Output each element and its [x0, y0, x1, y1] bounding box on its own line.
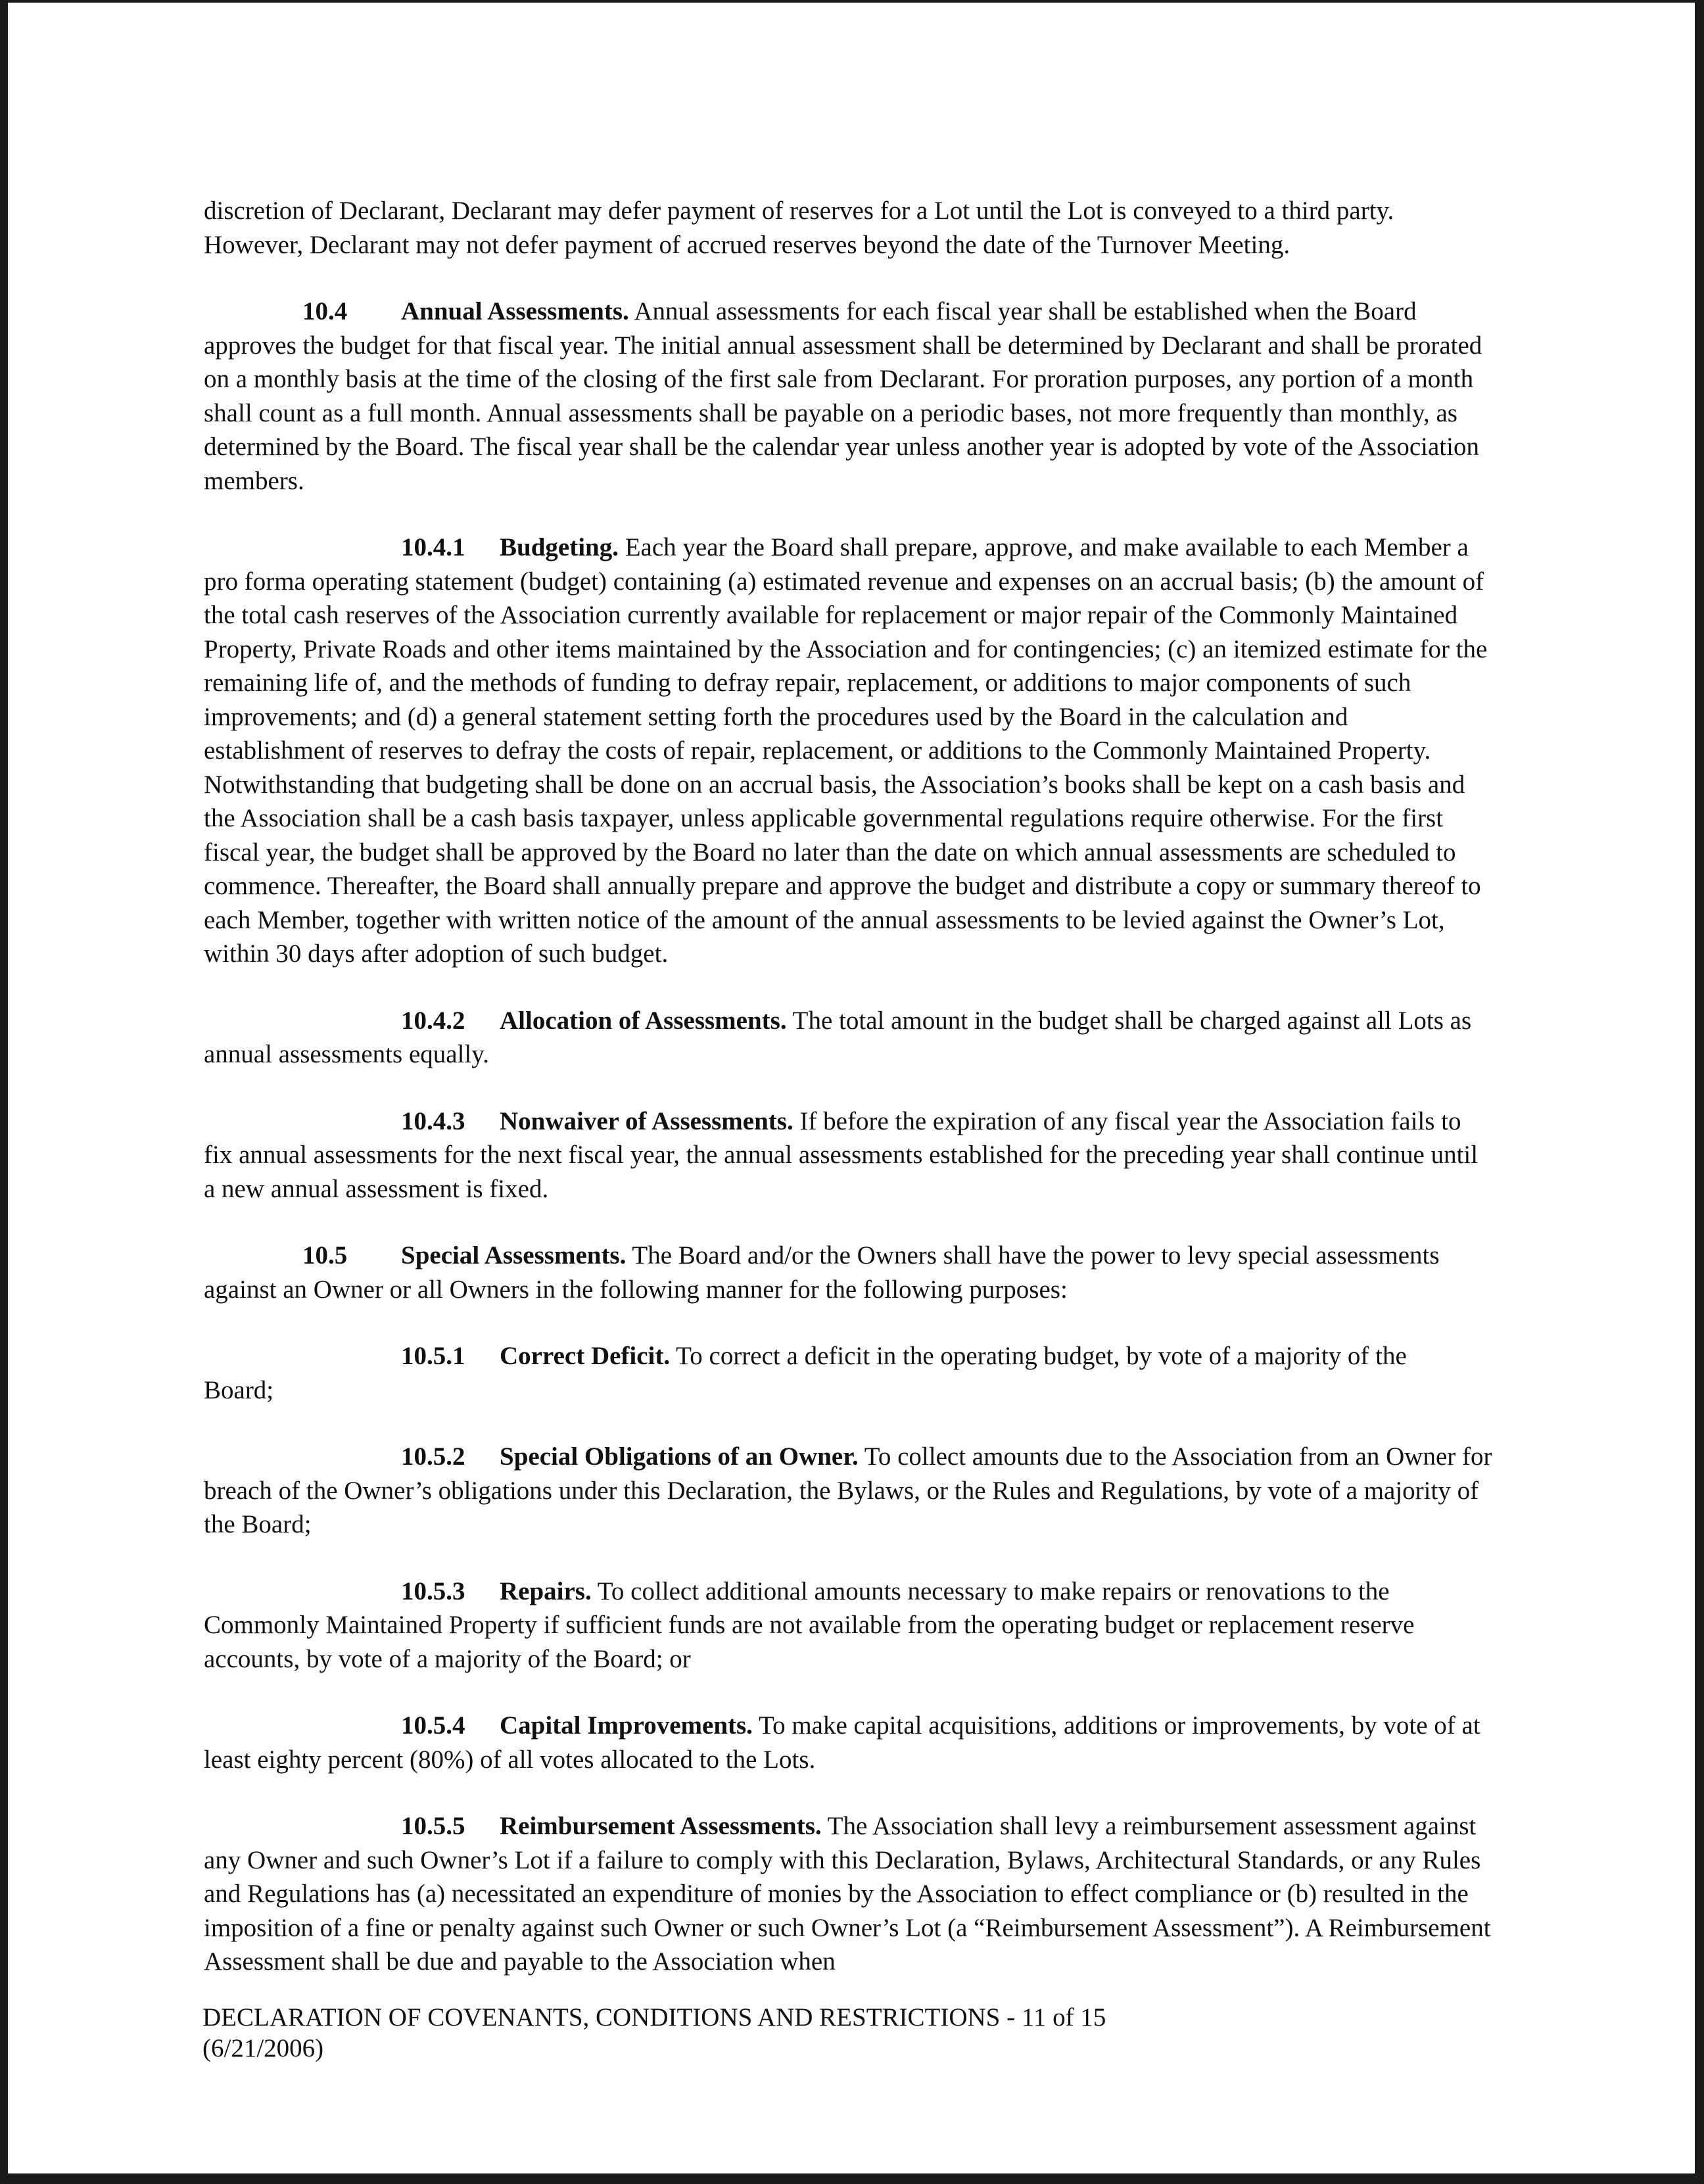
section-text: To make capital acquisitions, additions or improvements, by vote of at least eighty percent (80%) of all votes allocated to the Lots. — [204, 1711, 1480, 1774]
section-number: 10.5.5 — [401, 1812, 465, 1840]
section-text: To collect additional amounts necessary to make repairs or renovations to the Commonly Maintained Property if sufficient funds are not available from the operating budget or replacement reserve accounts, by vote of a majority of the Board; or — [204, 1577, 1415, 1673]
section-10-4-1 — [204, 531, 1492, 971]
section-number: 10.4.3 — [401, 1106, 465, 1135]
section-number: 10.5.2 — [401, 1442, 465, 1471]
section-heading: Budgeting. — [500, 533, 619, 561]
section-10-5-2 — [204, 1440, 1492, 1542]
section-10-5 — [204, 1239, 1492, 1306]
section-number: 10.5.1 — [401, 1342, 465, 1370]
scan-border-bottom — [0, 2173, 1704, 2184]
section-10-4-2 — [204, 1004, 1492, 1072]
section-10-4 — [204, 295, 1492, 498]
section-heading: Correct Deficit. — [500, 1342, 671, 1370]
section-text: The Board and/or the Owners shall have the power to levy special assessments against an Owner or all Owners in the following manner for the following purposes: — [204, 1241, 1440, 1304]
section-heading: Nonwaiver of Assessments. — [500, 1106, 793, 1135]
scan-border-right — [1695, 0, 1704, 2184]
section-10-4-3 — [204, 1104, 1492, 1206]
section-10-5-5 — [204, 1809, 1492, 1979]
section-heading: Repairs. — [500, 1577, 592, 1605]
section-text: The Association shall levy a reimbursement assessment against any Owner and such Owner’s Lot if a failure to comply with this Declaration, Bylaws, Architectural Standards, or any Rules and Regulations has (a) necessitated an expenditure of monies by the Association to effect compliance or (b) resulted in the imposition of a fine or penalty against such Owner or such Owner’s Lot (a “Reimbursement Assessment”). A Reimbursement Assessment shall be due and payable to the Association when — [204, 1812, 1491, 1976]
section-heading: Special Assessments. — [401, 1241, 627, 1270]
document-body — [204, 194, 1492, 1979]
section-number: 10.4 — [302, 297, 348, 325]
section-10-5-1-continuation — [204, 1373, 1492, 1408]
footer-date: (6/21/2006) — [202, 2034, 324, 2062]
section-text: Annual assessments for each fiscal year shall be established when the Board approves the budget for that fiscal year. The initial annual assessment shall be determined by Declarant and shall be prorated on a monthly basis at the time of the closing of the first sale from Declarant. For proration purposes, any portion of a month shall count as a full month. Annual assessments shall be payable on a periodic bases, not more frequently than monthly, as determined by the Board. The fiscal year shall be the calendar year unless another year is adopted by vote of the Association members. — [204, 297, 1482, 495]
page-footer — [202, 2002, 1106, 2064]
section-heading: Capital Improvements. — [500, 1711, 753, 1740]
section-heading: Reimbursement Assessments. — [500, 1812, 822, 1840]
section-heading: Annual Assessments. — [401, 297, 629, 325]
section-text-continuation: Board; — [204, 1375, 274, 1404]
section-number: 10.4.1 — [401, 533, 465, 561]
section-text: The total amount in the budget shall be charged against all Lots as annual assessments equally. — [204, 1006, 1472, 1068]
footer-title: DECLARATION OF COVENANTS, CONDITIONS AND RESTRICTIONS - 11 of 15 — [202, 2003, 1106, 2031]
section-10-5-4 — [204, 1709, 1492, 1776]
section-10-5-3 — [204, 1575, 1492, 1676]
section-text: To correct a deficit in the operating budget, by vote of a majority of the — [670, 1342, 1407, 1370]
section-number: 10.5 — [302, 1241, 348, 1270]
scan-border-left — [0, 0, 8, 2184]
section-heading: Allocation of Assessments. — [500, 1006, 787, 1035]
section-number: 10.5.4 — [401, 1711, 465, 1740]
section-text: Each year the Board shall prepare, approve, and make available to each Member a pro forma operating statement (budget) containing (a) estimated revenue and expenses on an accrual basis; (b) the amount of the total cash reserves of the Association currently available for replacement or major repair of the Commonly Maintained Property, Private Roads and other items maintained by the Association and for contingencies; (c) an itemized estimate for the remaining life of, and the methods of funding to defray repair, replacement, or additions to major components of such improvements; and (d) a general statement setting forth the procedures used by the Board in the calculation and establishment of reserves to defray the costs of repair, replacement, or additions to the Commonly Maintained Property. Notwithstanding that budgeting shall be done on an accrual basis, the Association’s books shall be kept on a cash basis and the Association shall be a cash basis taxpayer, unless applicable governmental regulations require otherwise. For the first fiscal year, the budget shall be approved by the Board no later than the date on which annual assessments are scheduled to commence. Thereafter, the Board shall annually prepare and approve the budget and distribute a copy or summary thereof to each Member, together with written notice of the amount of the annual assessments to be levied against the Owner’s Lot, within 30 days after adoption of such budget. — [204, 533, 1488, 968]
section-number: 10.5.3 — [401, 1577, 465, 1605]
scan-border-top — [0, 0, 1704, 3]
paragraph-continuation — [204, 194, 1492, 262]
section-heading: Special Obligations of an Owner. — [500, 1442, 859, 1471]
section-10-5-1 — [204, 1339, 1492, 1373]
section-text: If before the expiration of any fiscal year the Association fails to fix annual assessments for the next fiscal year, the annual assessments established for the preceding year shall continue until a new annual assessment is fixed. — [204, 1106, 1479, 1203]
section-number: 10.4.2 — [401, 1006, 465, 1035]
paragraph-text: discretion of Declarant, Declarant may defer payment of reserves for a Lot until the Lot is conveyed to a third party. However, Declarant may not defer payment of accrued reserves beyond the date of the Turnover Meeting. — [204, 197, 1394, 259]
section-text: To collect amounts due to the Association from an Owner for breach of the Owner’s obligations under this Declaration, the Bylaws, or the Rules and Regulations, by vote of a majority of the Board; — [204, 1442, 1492, 1538]
